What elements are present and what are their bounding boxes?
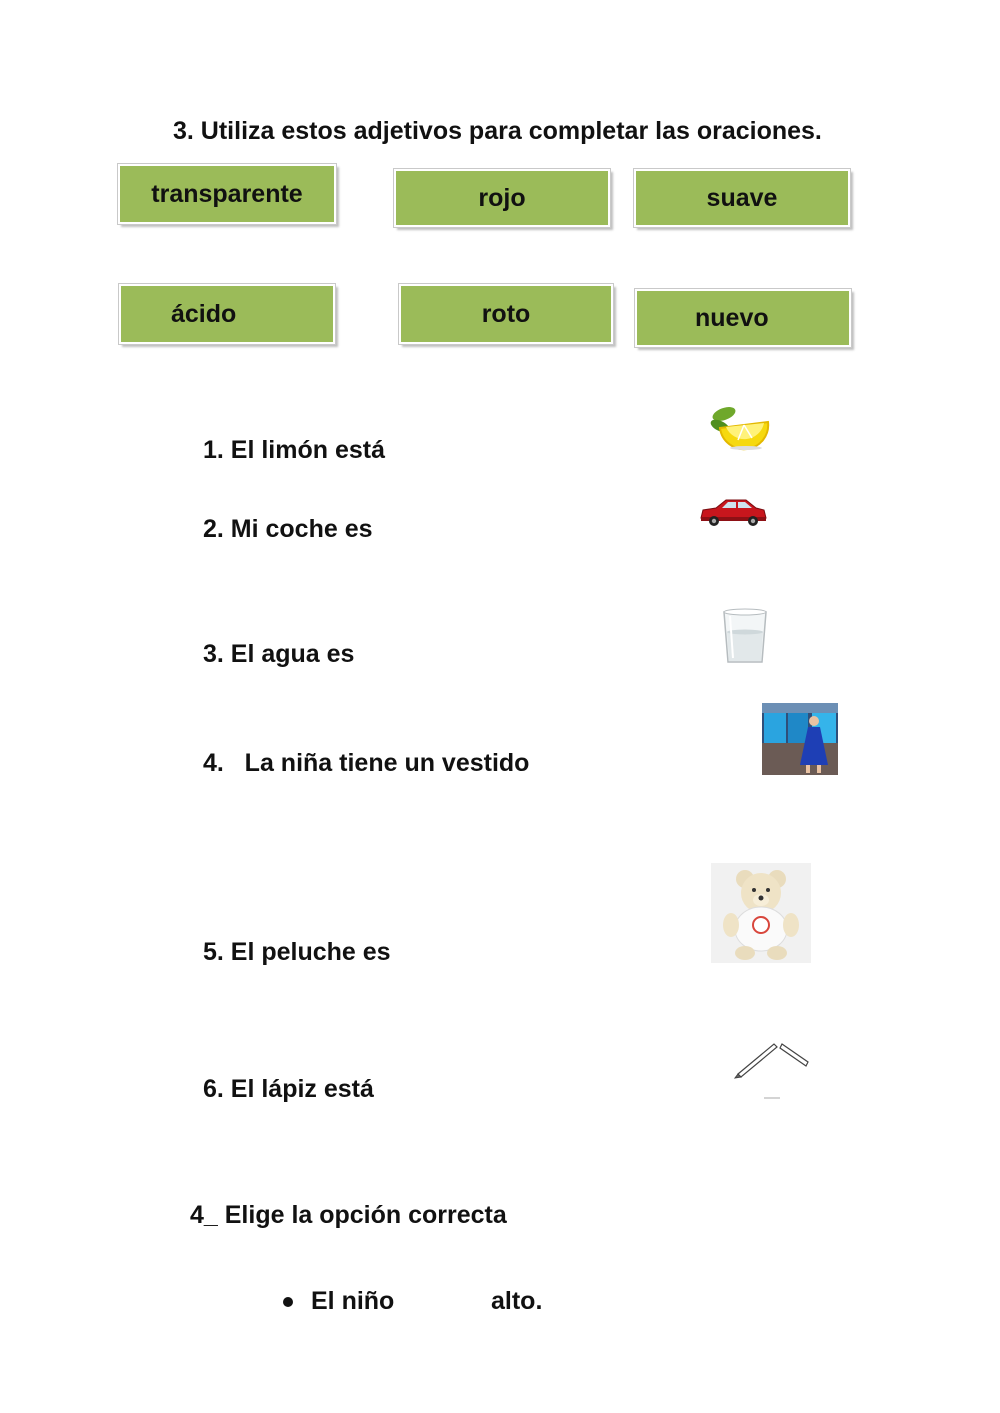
teddy-bear-picture	[711, 863, 811, 963]
exercise-4-heading: 4_ Elige la opción correcta	[190, 1201, 507, 1229]
word-option-nuevo[interactable]: nuevo	[635, 289, 851, 347]
sentence-5: 5. El peluche es	[203, 938, 391, 966]
word-option-acido[interactable]: ácido	[119, 284, 335, 344]
girl-dress-picture	[762, 703, 838, 775]
option-sentence-start: El niño	[311, 1287, 395, 1315]
red-car-picture	[698, 496, 768, 530]
option-sentence-end: alto.	[491, 1287, 543, 1315]
exercise-3-heading: 3. Utiliza estos adjetivos para completar las oraciones.	[173, 117, 822, 145]
bullet-icon	[283, 1297, 293, 1307]
word-option-suave[interactable]: suave	[634, 169, 850, 227]
lemon-picture	[706, 400, 772, 452]
sentence-3: 3. El agua es	[203, 640, 355, 668]
word-option-transparente[interactable]: transparente	[118, 164, 336, 224]
sentence-6: 6. El lápiz está	[203, 1075, 374, 1103]
sentence-1: 1. El limón está	[203, 436, 386, 464]
broken-pencil-picture	[734, 1038, 814, 1100]
sentence-4: 4. La niña tiene un vestido	[203, 749, 530, 777]
sentence-2: 2. Mi coche es	[203, 515, 373, 543]
word-option-roto[interactable]: roto	[399, 284, 613, 344]
water-glass-picture	[720, 606, 770, 666]
word-option-rojo[interactable]: rojo	[394, 169, 610, 227]
